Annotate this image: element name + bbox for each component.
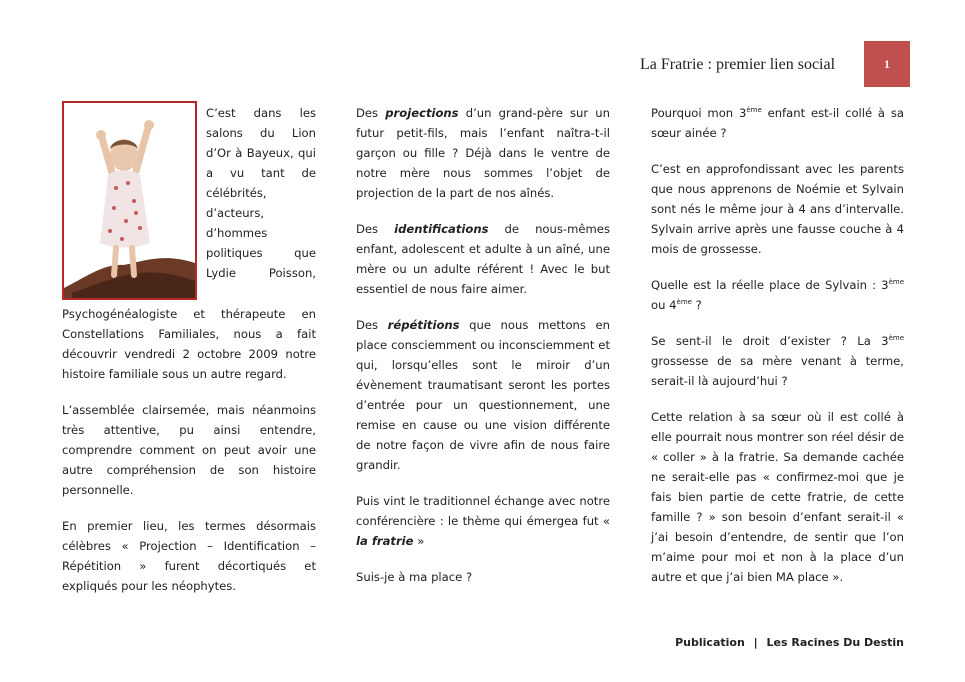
text-run: Se sent-il le droit d’exister ? La 3	[651, 334, 889, 348]
text-run: Pourquoi mon 3	[651, 106, 747, 120]
text-run: Puis vint le traditionnel échange avec notre conférencière : le thème qui émergea fut «	[356, 494, 610, 528]
col2-paragraph-question: Suis-je à ma place ?	[356, 570, 473, 584]
text-run: »	[413, 534, 425, 548]
column-3	[651, 103, 904, 603]
text-run: de nous-mêmes enfant, adolescent et adulte à un aîné, une mère ou un adulte référent ! Avec le but essentiel de nous faire aimer.	[356, 222, 610, 296]
superscript: ème	[888, 334, 904, 343]
child-photo	[62, 101, 197, 300]
col2-paragraph-identifications	[356, 219, 610, 299]
col2-paragraph-repetitions	[356, 315, 610, 475]
col1-paragraph-3: En premier lieu, les termes désormais célèbres « Projection – Identification – Répétition » furent décortiqués et expliqués pour les néophytes.	[62, 519, 316, 593]
column-1	[62, 103, 316, 612]
col3-paragraph-2: C’est en approfondissant avec les parents que nous apprenons de Noémie et Sylvain sont nés le même jour à 4 ans d’intervalle. Sylvain arrive après une fausse couche à 4 mois de grossesse.	[651, 162, 904, 256]
keyword-identifications: identifications	[394, 222, 489, 236]
footer	[675, 636, 904, 649]
footer-separator: |	[753, 636, 758, 649]
superscript: ème	[746, 106, 762, 115]
text-run: Des	[356, 222, 395, 236]
keyword-repetitions: répétitions	[387, 318, 460, 332]
col1-paragraph-1: C’est dans les salons du Lion d’Or à Bayeux, qui a vu tant de célébrités, d’acteurs, d’hommes politiques que Lydie Poisson, Psychogénéalogiste et thérapeute en Constellations Familiales, nous a fait découvrir vendredi 2 octobre 2009 notre histoire familiale sous un autre regard.	[62, 106, 316, 381]
col3-paragraph-3	[651, 275, 904, 315]
col1-paragraph-2: L’assemblée clairsemée, mais néanmoins très attentive, pu ainsi entendre, comprendre comment on peut avoir une autre compréhension de son histoire personnelle.	[62, 403, 316, 497]
text-run: d’un grand-père sur un futur petit-fils, mais l’enfant naîtra-t-il garçon ou fille ? Déjà dans le ventre de notre mère nous sommes l’objet de projection de la part de nos aînés.	[356, 106, 610, 200]
footer-label: Publication	[675, 636, 745, 649]
text-run: Des	[356, 106, 386, 120]
col3-paragraph-4	[651, 331, 904, 391]
page-title: La Fratrie : premier lien social	[640, 56, 836, 73]
text-run: que nous mettons en place consciemment ou inconsciemment et qui, lorsqu’elles sont le miroir d’un évènement traumatisant seront les portes d’entrée pour un questionnement, une remise en cause ou une vision différente de notre façon de vivre afin de nous faire grandir.	[356, 318, 610, 472]
text-run: ?	[691, 298, 702, 312]
col2-paragraph-theme	[356, 491, 610, 551]
superscript: ème	[888, 278, 904, 287]
keyword-projections: projections	[385, 106, 459, 120]
text-run: ou 4	[651, 298, 677, 312]
column-2	[356, 103, 610, 603]
text-run: Des	[356, 318, 388, 332]
footer-source: Les Racines Du Destin	[766, 636, 904, 649]
col2-paragraph-projections	[356, 103, 610, 203]
col3-paragraph-1	[651, 103, 904, 143]
page-number-badge: 1	[864, 41, 910, 87]
col3-paragraph-5: Cette relation à sa sœur où il est collé à elle pourrait nous montrer son réel désir de « coller » à la fratrie. Sa demande cachée ne serait-elle pas « confirmez-moi que je fais bien partie de cette fratrie, de cette famille ? » son besoin d’enfant serait-il « j’ai besoin d’entendre, de sentir que l’on m’aime pour moi et non à la place d’un autre et que j’ai bien MA place ».	[651, 410, 904, 584]
keyword-la-fratrie: la fratrie	[356, 534, 414, 548]
text-run: Quelle est la réelle place de Sylvain : 3	[651, 278, 889, 292]
superscript: ème	[676, 298, 692, 307]
text-run: grossesse de sa mère venant à terme, serait-il là aujourd’hui ?	[651, 354, 904, 388]
text-run: enfant est-il collé à sa sœur ainée ?	[651, 106, 904, 140]
